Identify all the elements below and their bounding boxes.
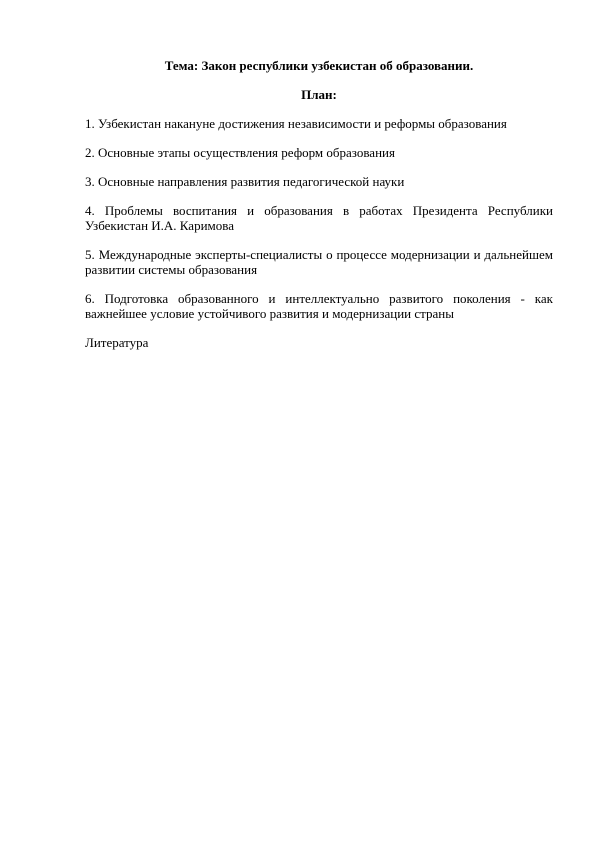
plan-item-3: 3. Основные направления развития педагогической науки [85,174,405,189]
document-title: Тема: Закон республики узбекистан об образовании. [164,58,474,73]
plan-item-4: 4. Проблемы воспитания и образования в работах Президента Республики Узбекистан И.А. Каримова [85,203,553,233]
plan-item-2: 2. Основные этапы осуществления реформ образования [85,145,395,160]
plan-item-6: 6. Подготовка образованного и интеллектуально развитого поколения - как важнейшее условие устойчивого развития и модернизации страны [85,291,553,321]
document-content [85,58,553,350]
plan-item-1: 1. Узбекистан накануне достижения независимости и реформы образования [85,116,507,131]
plan-item-5: 5. Международные эксперты-специалисты о процессе модернизации и дальнейшем развитии системы образования [85,247,553,277]
plan-heading: План: [301,87,337,102]
plan-list [85,116,553,321]
literature-heading: Литература [85,335,149,350]
